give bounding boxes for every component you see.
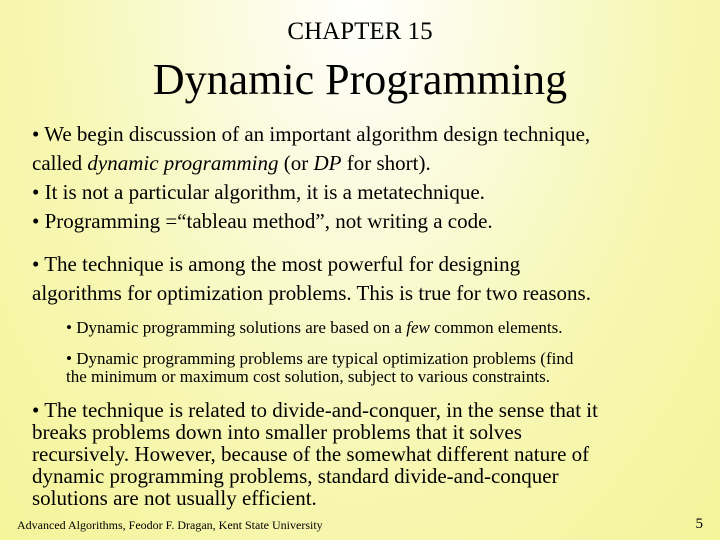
footer-credit: Advanced Algorithms, Feodor F. Dragan, Kent State University	[17, 518, 323, 532]
bullet-line: called dynamic programming (or DP for short).	[32, 151, 431, 175]
bullet-line: • The technique is among the most powerful for designing	[32, 252, 521, 276]
slide-title: Dynamic Programming	[152, 55, 568, 104]
bullet-line: • Programming =“tableau method”, not writing a code.	[32, 209, 493, 233]
bullet-line: breaks problems down into smaller problems that it solves	[32, 420, 522, 444]
bullet-line: dynamic programming problems, standard divide-and-conquer	[32, 464, 559, 488]
page-number: 5	[695, 516, 703, 532]
bullet-line: algorithms for optimization problems. This is true for two reasons.	[32, 281, 591, 305]
sub-bullet-line: • Dynamic programming problems are typical optimization problems (find	[66, 349, 574, 368]
bullet-line: • We begin discussion of an important algorithm design technique,	[32, 122, 591, 146]
sub-bullet-line: the minimum or maximum cost solution, subject to various constraints.	[66, 367, 550, 386]
bullet-line: • It is not a particular algorithm, it is a metatechnique.	[32, 180, 485, 204]
bullet-line: recursively. However, because of the somewhat different nature of	[32, 442, 590, 466]
chapter-label: CHAPTER 15	[287, 18, 433, 45]
bullet-line: solutions are not usually efficient.	[32, 486, 317, 510]
sub-bullet-line: • Dynamic programming solutions are based on a few common elements.	[66, 318, 563, 337]
bullet-line: • The technique is related to divide-and-conquer, in the sense that it	[32, 398, 598, 422]
